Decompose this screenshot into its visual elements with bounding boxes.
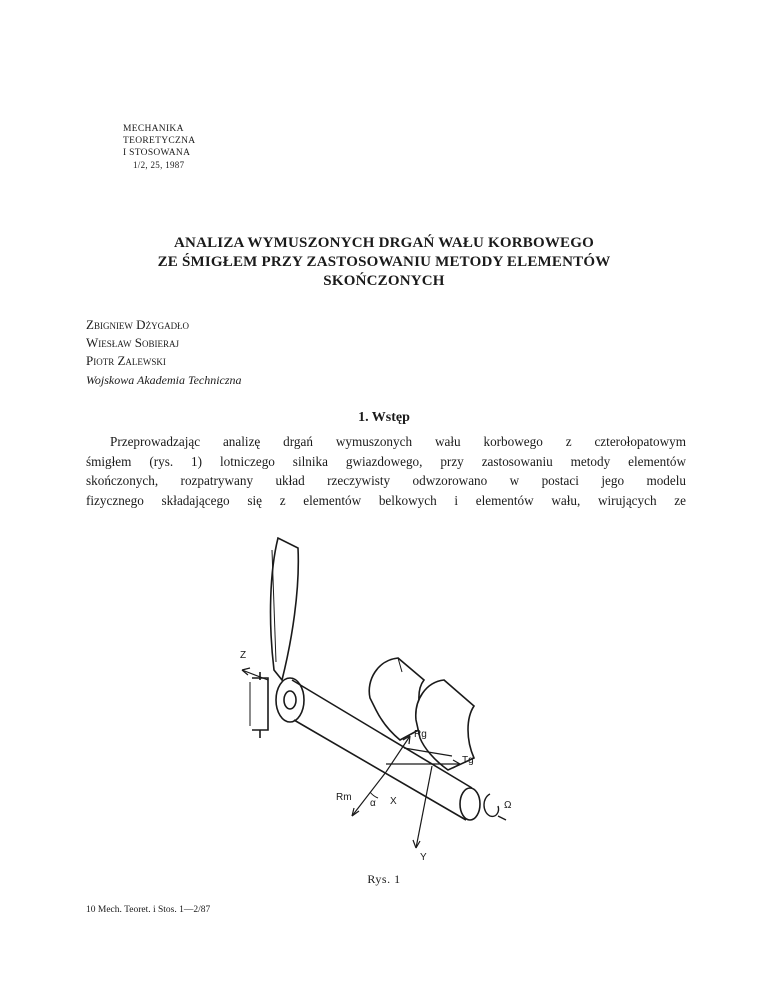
force-rg-label: Rg — [414, 729, 427, 740]
body-line: skończonych, rozpatrywany układ rzeczywisty odwzorowano w postaci jego modelu — [86, 473, 686, 488]
axis-y-label: Y — [420, 852, 427, 863]
journal-header — [123, 123, 195, 171]
journal-name-line1: MECHANIKA — [123, 124, 184, 134]
body-line: fizycznego składającego się z elementów belkowych i elementów wału, wirujących ze — [86, 492, 686, 508]
title-line2: ZE ŚMIGŁEM PRZY ZASTOSOWANIU METODY ELEMENTÓW — [157, 254, 611, 270]
title-line3: SKOŃCZONYCH — [323, 273, 445, 289]
author-name: Piotr Zalewski — [86, 353, 166, 368]
propeller-blade — [271, 538, 299, 680]
affiliation: Wojskowa Akademia Techniczna — [86, 373, 242, 387]
page-footer: 10 Mech. Teoret. i Stos. 1—2/87 — [86, 905, 211, 915]
figure-caption: Rys. 1 — [367, 872, 401, 886]
crankshaft-figure — [220, 530, 550, 870]
author-name: Wiesław Sobieraj — [86, 335, 180, 350]
force-tg-label: Tg — [462, 755, 474, 766]
journal-name-line2: TEORETYCZNA — [123, 136, 196, 146]
angle-alpha-label: α — [370, 798, 376, 809]
journal-issue: 1/2, 25, 1987 — [133, 160, 185, 170]
axis-x-label: X — [390, 796, 397, 807]
author-name: Zbigniew Dżygadło — [86, 317, 190, 332]
author-list — [86, 316, 189, 370]
axis-z-label: Z — [240, 650, 247, 661]
force-rm-label: Rm — [336, 792, 352, 803]
section-heading: 1. Wstęp — [358, 410, 410, 425]
crankshaft-propeller-drawing — [220, 530, 550, 870]
body-paragraph — [86, 432, 686, 510]
journal-name-line3: I STOSOWANA — [123, 148, 191, 158]
body-line: śmigłem (rys. 1) lotniczego silnika gwiazdowego, przy zastosowaniu metody elementów — [86, 453, 686, 469]
paper-title — [100, 234, 668, 291]
body-line: Przeprowadzając analizę drgań wymuszonych wału korbowego z czterołopatowym — [110, 434, 686, 449]
omega-label: Ω — [504, 800, 512, 811]
title-line1: ANALIZA WYMUSZONYCH DRGAŃ WAŁU KORBOWEGO — [174, 235, 594, 251]
shaft-end — [460, 788, 480, 820]
